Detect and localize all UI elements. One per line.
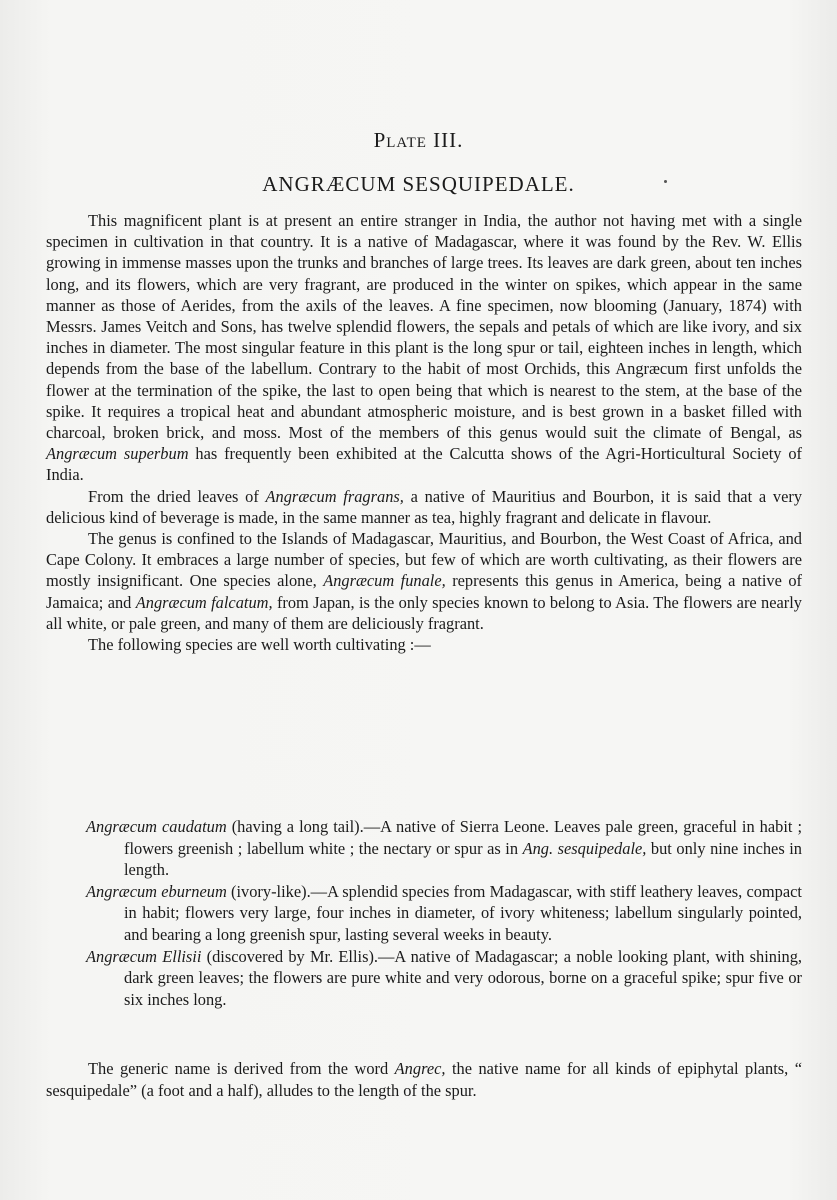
paragraph-genus: [46, 528, 802, 634]
plate-number: Plate III.: [373, 128, 464, 152]
species-name: Angræcum eburneum: [86, 881, 227, 901]
italic-segment: Angræcum fragrans,: [265, 486, 404, 506]
text-segment: represents this genus in America, being a native of Jamaica; and: [46, 571, 802, 612]
text-segment: the native name for all kinds of epiphytal plants, “ sesquipedale” (a foot and a half), alludes to the length of the spur.: [46, 1059, 803, 1100]
italic-segment: Ang. sesquipedale,: [522, 838, 647, 858]
text-segment: from Japan, is the only species known to belong to Asia. The flowers are nearly all white, or pale green, and many of them are deliciously fragrant.: [46, 592, 802, 633]
species-entry-ellisii: [86, 946, 802, 1011]
ink-speck: [664, 180, 667, 183]
closing-text: [46, 1058, 802, 1101]
text-segment: This magnificent plant is at present an entire stranger in India, the author not having met with a single specimen in cultivation in that country. It is a native of Madagascar, where it was found by the Rev. W. Ellis growing in immense masses upon the trunks and branches of large trees. Its leaves are dark green, about ten inches long, and its flowers, which are very fragrant, are produced in the winter on spikes, which appear in the same manner as those of Aerides, from the axils of the leaves. A fine specimen, now blooming (January, 1874) with Messrs. James Veitch and Sons, has twelve splendid flowers, the sepals and petals of which are like ivory, and six inches in diameter. The most singular feature in this plant is the long spur or tail, eighteen inches in length, which depends from the base of the labellum. Contrary to the habit of most Orchids, this Angræcum first unfolds the flower at the termination of the spike, the last to open being that which is nearest to the stem, at the base of the spike. It requires a tropical heat and abundant atmospheric moisture, and is best grown in a basket filled with charcoal, broken brick, and moss. Most of the members of this genus would suit the climate of Bengal, as: [46, 211, 802, 443]
text-segment: (discovered by Mr. Ellis).—A native of Madagascar; a noble looking plant, with shining, dark green leaves; the flowers are pure white and very odorous, borne on a graceful spike; spur five or six inches long.: [124, 946, 803, 1009]
paragraph-etymology: [46, 1058, 802, 1101]
text-segment: has frequently been exhibited at the Calcutta shows of the Agri-Horticultural Society of India.: [46, 444, 802, 485]
text-segment: a native of Mauritius and Bourbon, it is said that a very delicious kind of beverage is made, in the same manner as tea, highly fragrant and delicate in flavour.: [46, 486, 803, 527]
species-name: Angræcum caudatum: [86, 817, 227, 836]
text-segment: The following species are well worth cultivating :—: [88, 635, 431, 655]
text-segment: but only nine inches in length.: [124, 838, 802, 880]
italic-segment: Angrec,: [394, 1059, 446, 1078]
species-entry-caudatum: [86, 816, 802, 881]
body-text: [46, 210, 802, 655]
text-segment: (having a long tail).—A native of Sierra Leone. Leaves pale green, graceful in habit ; flowers greenish ; labellum white ; the nectary or spur as in: [124, 817, 803, 858]
text-segment: The genus is confined to the Islands of Madagascar, Mauritius, and Bourbon, the West Coast of Africa, and Cape Colony. It embraces a large number of species, but few of which are worth cultivating, as their flowers are mostly insignificant. One species alone,: [46, 529, 802, 591]
text-segment: (ivory-like).—A splendid species from Madagascar, with stiff leathery leaves, compact in habit; flowers very large, four inches in diameter, of ivory whiteness; labellum singularly pointed, and bearing a long greenish spur, lasting several weeks in beauty.: [124, 881, 802, 944]
italic-segment: Angræcum falcatum,: [135, 592, 273, 612]
italic-segment: Angræcum superbum: [46, 444, 189, 464]
text-segment: The generic name is derived from the word: [88, 1059, 395, 1078]
italic-segment: Angræcum funale,: [323, 571, 446, 591]
text-segment: From the dried leaves of: [88, 486, 266, 506]
species-list: [86, 816, 802, 1010]
paragraph-species-intro: [46, 634, 802, 655]
page-title: ANGRÆCUM SESQUIPEDALE.: [262, 172, 575, 196]
paragraph-beverage: [46, 486, 802, 528]
species-name: Angræcum Ellisii: [86, 946, 202, 966]
paragraph-description: [46, 210, 802, 486]
species-entry-eburneum: [86, 881, 802, 946]
